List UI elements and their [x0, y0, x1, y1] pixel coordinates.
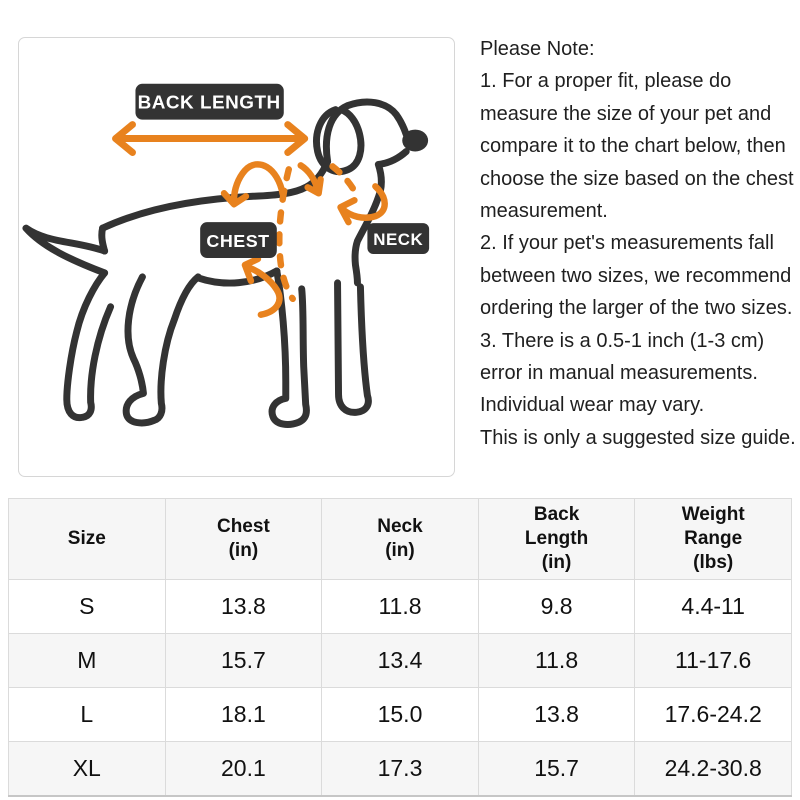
column-header: [478, 499, 635, 580]
size-table-header: [9, 499, 792, 580]
note-line: between two sizes, we recommend: [480, 264, 792, 287]
back-length-arrow: [116, 125, 305, 153]
table-cell: 13.8: [478, 688, 635, 742]
table-cell: 20.1: [165, 742, 322, 797]
measurement-diagram: [18, 37, 455, 477]
note-line: error in manual measurements.: [480, 362, 758, 385]
column-header: [165, 499, 322, 580]
dog-tail: [26, 228, 105, 273]
note-line: 1. For a proper fit, please do: [480, 70, 732, 93]
table-cell: 15.0: [322, 688, 479, 742]
note-line: 3. There is a 0.5-1 inch (1-3 cm): [480, 329, 765, 352]
table-cell: 13.8: [165, 580, 322, 634]
note-line: 2. If your pet's measurements fall: [480, 232, 774, 255]
neck-label: NECK: [373, 230, 424, 250]
column-header-line: (in): [541, 552, 572, 573]
table-cell: 24.2-30.8: [635, 742, 792, 797]
table-row: [9, 742, 792, 797]
dog-nose-icon: [402, 130, 428, 152]
column-header-line: Neck: [377, 516, 423, 537]
note-line: choose the size based on the chest: [480, 167, 794, 190]
table-cell: 11.8: [478, 634, 635, 688]
note-line: ordering the larger of the two sizes.: [480, 297, 793, 320]
column-header: [635, 499, 792, 580]
table-cell: 11.8: [322, 580, 479, 634]
notes-text: [480, 33, 798, 454]
dog-outline: [26, 102, 406, 424]
table-cell: 4.4-11: [635, 580, 792, 634]
table-cell: 17.6-24.2: [635, 688, 792, 742]
note-line: Please Note:: [480, 38, 595, 60]
column-header-line: Range: [684, 528, 743, 549]
column-header-line: Chest: [216, 516, 270, 537]
note-line: This is only a suggested size guide.: [480, 426, 796, 449]
table-cell: M: [9, 634, 166, 688]
column-header: [322, 499, 479, 580]
table-cell: L: [9, 688, 166, 742]
column-header-line: Back: [533, 504, 580, 525]
table-cell: 17.3: [322, 742, 479, 797]
column-header-line: (in): [385, 540, 415, 561]
column-header: [9, 499, 166, 580]
column-header-line: Size: [67, 528, 106, 549]
table-row: [9, 580, 792, 634]
chest-label: CHEST: [206, 231, 270, 252]
table-row: [9, 634, 792, 688]
note-line: measure the size of your pet and: [480, 102, 772, 125]
table-cell: 11-17.6: [635, 634, 792, 688]
column-header-line: (in): [228, 540, 259, 561]
note-line: compare it to the chart below, then: [480, 135, 786, 158]
note-line: Individual wear may vary.: [480, 394, 705, 417]
table-cell: S: [9, 580, 166, 634]
column-header-line: Length: [524, 528, 589, 549]
table-cell: 18.1: [165, 688, 322, 742]
table-cell: 15.7: [478, 742, 635, 797]
note-line: measurement.: [480, 200, 608, 223]
diagram-labels: [135, 84, 429, 258]
table-cell: 9.8: [478, 580, 635, 634]
back-length-label: BACK LENGTH: [137, 92, 281, 114]
column-header-line: (lbs): [693, 552, 734, 573]
size-table: [8, 498, 792, 797]
table-cell: 15.7: [165, 634, 322, 688]
table-row: [9, 688, 792, 742]
table-cell: XL: [9, 742, 166, 797]
dog-measurement-illustration: [19, 38, 454, 476]
table-cell: 13.4: [322, 634, 479, 688]
column-header-line: Weight: [681, 504, 745, 525]
